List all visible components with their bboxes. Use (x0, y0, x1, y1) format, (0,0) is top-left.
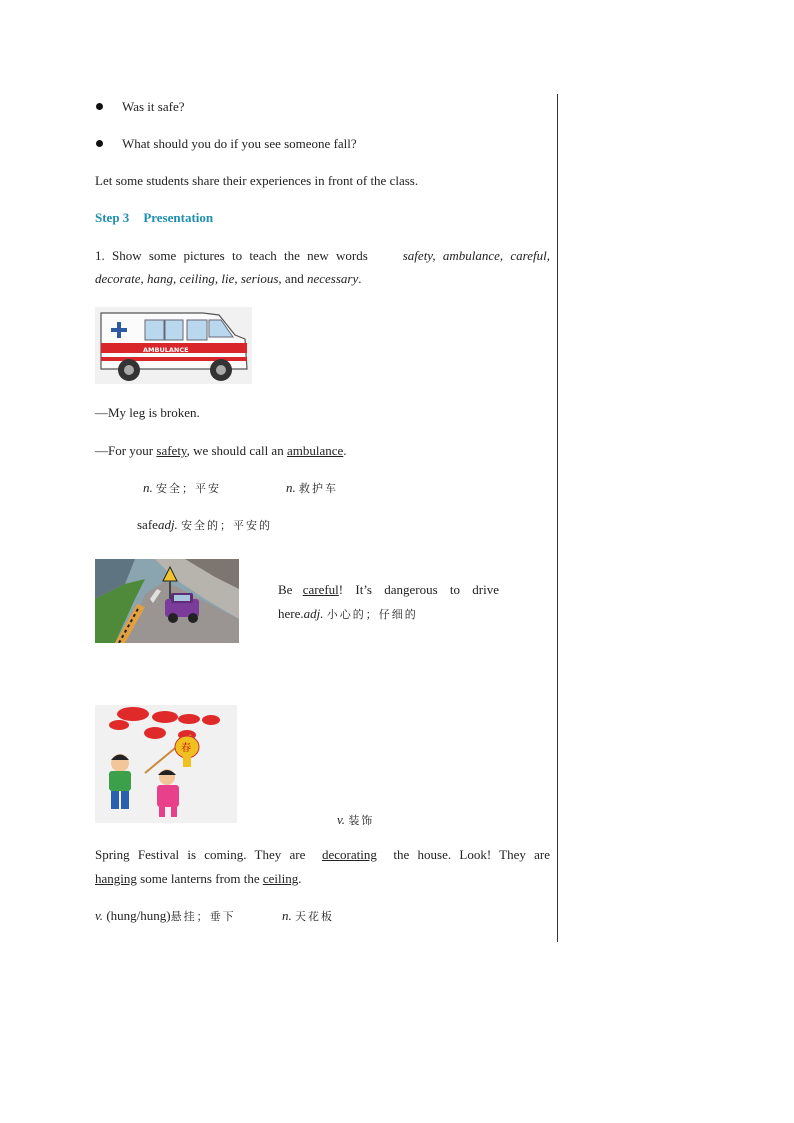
bullet-question-1: Was it safe? (122, 99, 185, 114)
intro-and: and (284, 271, 304, 286)
word-decorating: decorating (321, 847, 377, 862)
intro-prefix: 1. Show some pictures to teach the new words (95, 248, 368, 263)
ambulance-label: AMBULANCE (143, 346, 189, 354)
dialog-line-1: —My leg is broken. (95, 405, 200, 420)
gloss-decorate (337, 812, 374, 829)
pos-label: adj. (303, 606, 324, 621)
step-heading (95, 210, 213, 226)
pos-label: n. (286, 480, 296, 495)
chinese-meaning: 安全；平安 (156, 482, 221, 495)
intro-words-1: safety, ambulance, careful, (402, 248, 550, 263)
gloss-word: safe (137, 517, 158, 532)
pos-label: v. (95, 908, 104, 923)
lantern-image (95, 705, 237, 823)
intro-line-1 (95, 248, 550, 264)
festival-text: some lanterns from the (140, 871, 260, 886)
intro-period: . (358, 271, 362, 286)
festival-line-1 (95, 847, 550, 863)
gloss-ambulance (286, 480, 338, 497)
chinese-meaning: 悬挂；垂下 (170, 910, 236, 923)
dialog-text: , we should call an (186, 443, 284, 458)
chinese-meaning: 天花板 (295, 910, 334, 923)
chinese-meaning: 小心的；仔细的 (326, 608, 418, 621)
verb-forms: (hung/hung) (106, 908, 171, 923)
word-ceiling: ceiling (262, 871, 299, 886)
gloss-ceiling (282, 908, 334, 925)
chinese-meaning: 安全的；平安的 (181, 519, 273, 532)
pos-label: v. (337, 812, 346, 827)
chinese-meaning: 救护车 (299, 482, 338, 495)
pos-label: n. (143, 480, 153, 495)
gloss-safe (137, 517, 272, 534)
bullet-question-2: What should you do if you see someone fall? (122, 136, 357, 151)
share-instruction: Let some students share their experiences in front of the class. (95, 173, 419, 188)
careful-line-2 (278, 606, 418, 623)
festival-text: the house. Look! They are (393, 847, 550, 862)
festival-text: . (298, 871, 302, 886)
intro-line-2 (95, 271, 361, 287)
mountain-road-image (95, 559, 239, 643)
bullet-dot (96, 140, 103, 147)
intro-words-2: decorate, hang, ceiling, lie, serious, (95, 271, 282, 286)
careful-text: Be (278, 582, 293, 597)
pos-label: n. (282, 908, 292, 923)
chinese-meaning: 装饰 (348, 814, 375, 827)
word-safety: safety (156, 443, 187, 458)
step-label: Step 3 (95, 210, 130, 225)
festival-line-2 (95, 871, 302, 887)
careful-sentence (303, 582, 499, 598)
bullet-dot (96, 103, 103, 110)
careful-line-1 (278, 582, 499, 598)
step-title: Presentation (143, 210, 214, 225)
ambulance-image (95, 307, 252, 384)
gloss-safety (143, 480, 221, 497)
word-careful: careful (302, 582, 339, 597)
page-margin-line (557, 94, 558, 942)
gloss-hang (95, 908, 236, 925)
dialog-line-2 (95, 443, 347, 459)
lantern-char: 春 (181, 743, 191, 754)
careful-text: here. (278, 606, 304, 621)
word-hanging: hanging (95, 871, 137, 886)
dialog-text: —For your (95, 443, 154, 458)
careful-rest: ! It’s dangerous to drive (338, 582, 499, 597)
dialog-text: . (343, 443, 347, 458)
word-ambulance: ambulance (286, 443, 344, 458)
festival-text: Spring Festival is coming. They are (95, 847, 306, 862)
pos-label: adj. (157, 517, 178, 532)
intro-last-word: necessary (306, 271, 359, 286)
